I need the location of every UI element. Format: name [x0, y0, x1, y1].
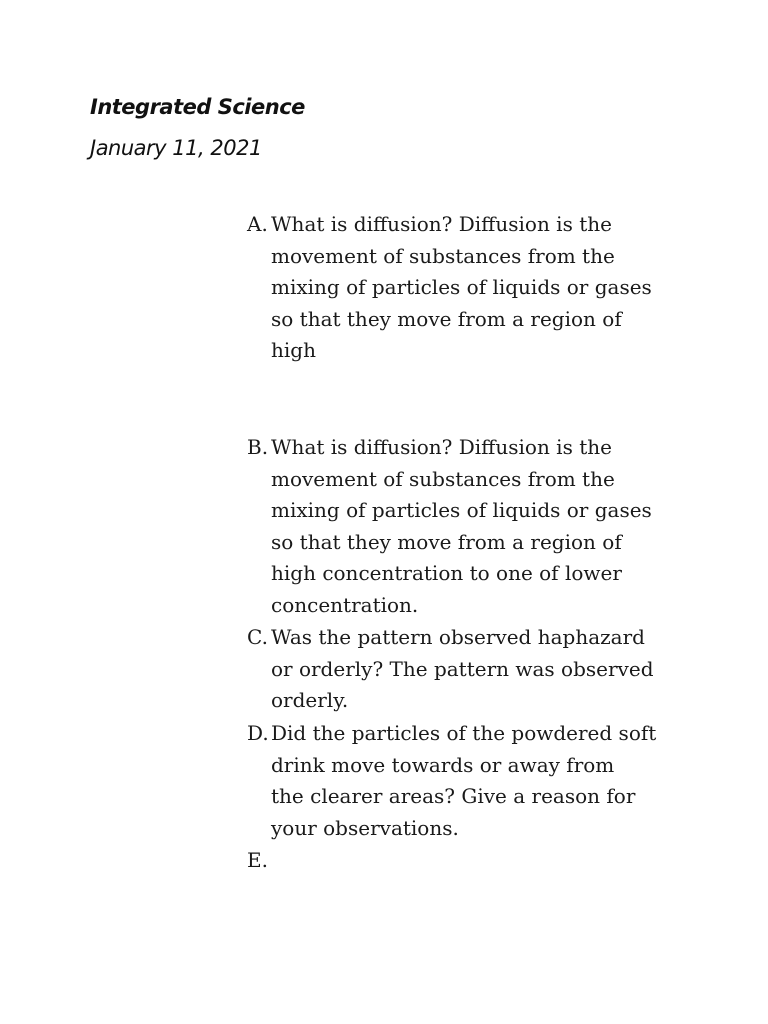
item-text: Was the pattern observed haphazard or orderly? The pattern was observed orderly.: [271, 625, 654, 713]
item-marker: C.: [247, 625, 268, 649]
document-date: January 11, 2021: [90, 136, 262, 160]
item-text: Did the particles of the powdered soft drink move towards or away from the clearer areas? Give a reason for your observations.: [271, 721, 657, 840]
item-marker: E.: [247, 848, 268, 872]
item-marker: B.: [247, 435, 269, 459]
question-item-b: [247, 432, 687, 622]
question-item-c: [247, 622, 687, 717]
item-text: What is diffusion? Diffusion is the movement of substances from the mixing of particles of liquids or gases so that they move from a region of high concentration to one of lower concentration.: [271, 435, 652, 617]
question-item-d: [247, 718, 687, 844]
document-title: Integrated Science: [90, 95, 305, 119]
item-marker: D.: [247, 721, 269, 745]
question-item-a: [247, 209, 687, 367]
item-marker: A.: [247, 212, 268, 236]
item-text: What is diffusion? Diffusion is the movement of substances from the mixing of particles of liquids or gases so that they move from a region of high: [271, 212, 652, 363]
